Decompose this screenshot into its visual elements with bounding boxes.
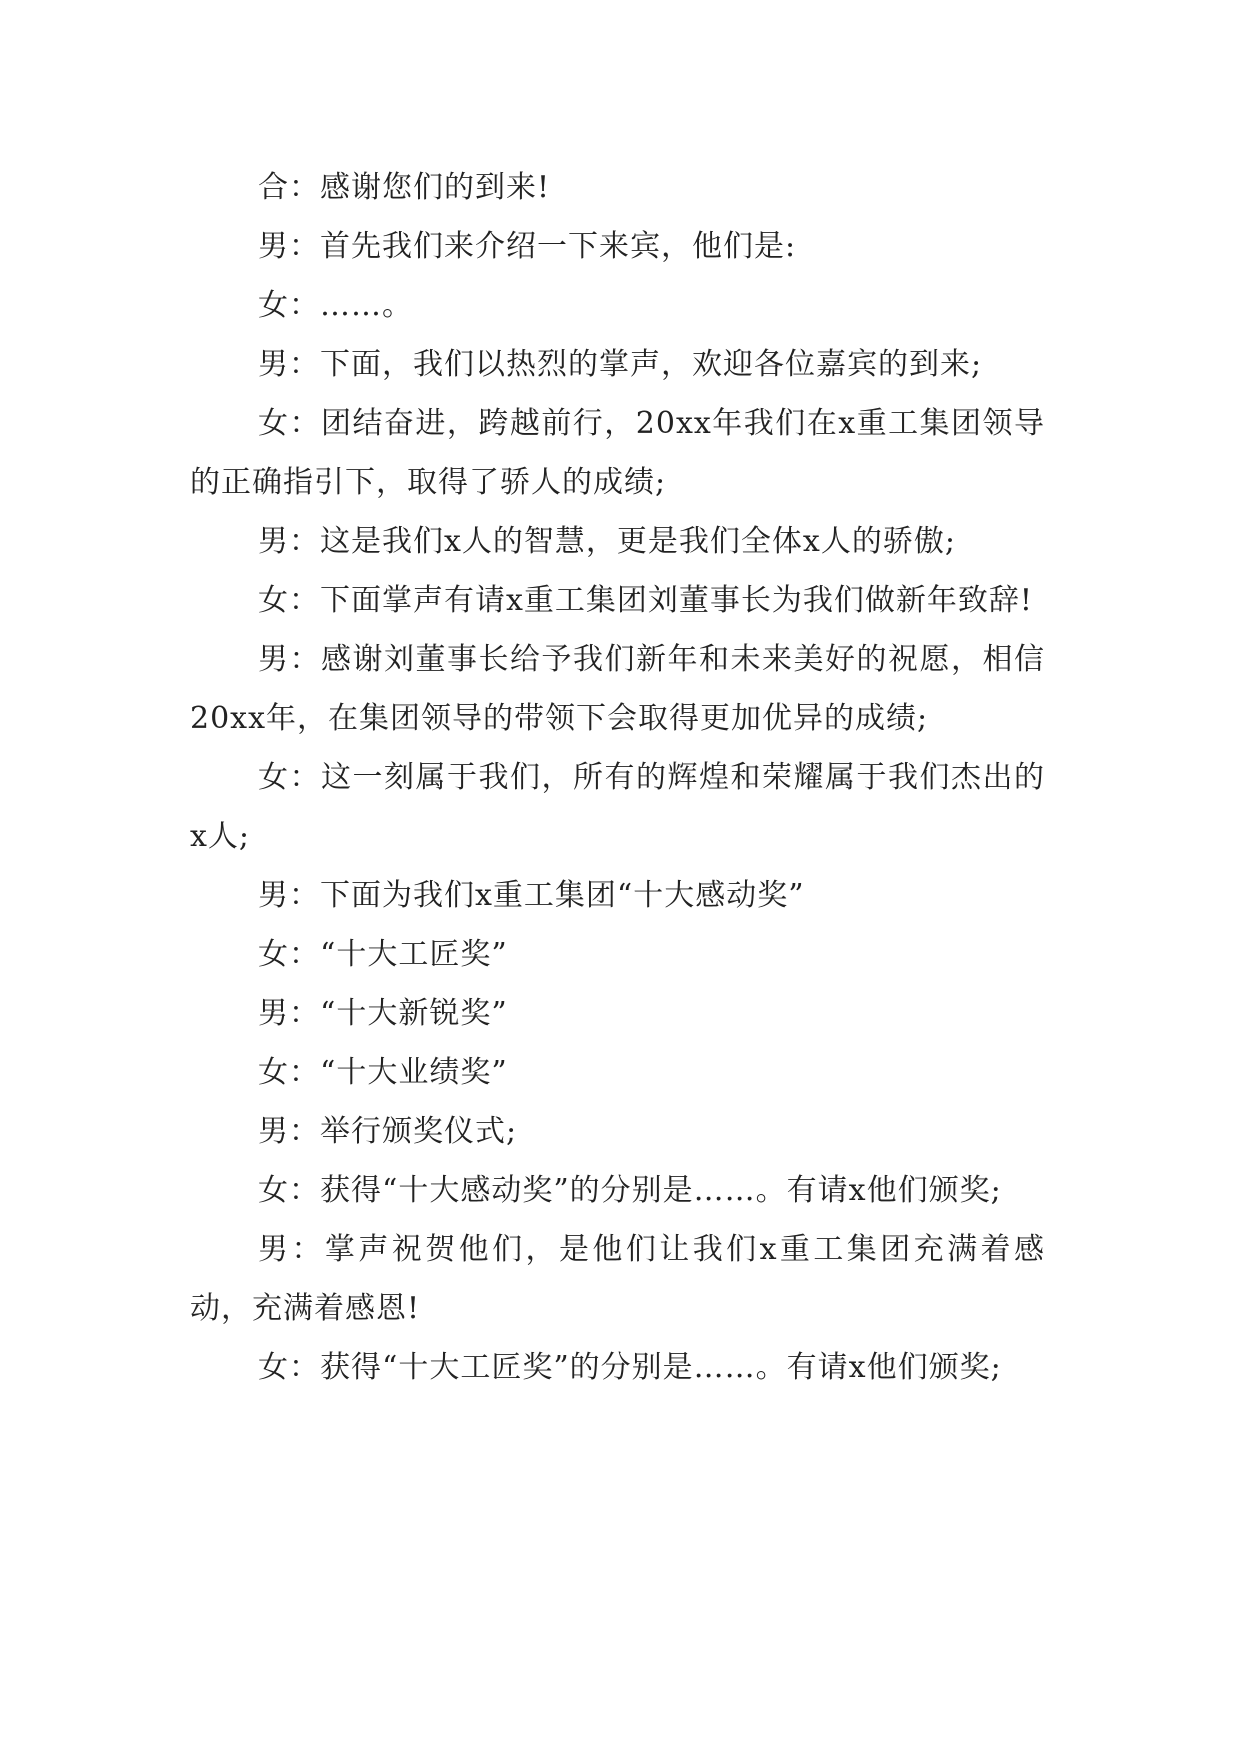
paragraph: 男：下面为我们x重工集团“十大感动奖”	[258, 878, 805, 913]
paragraph: 男：下面，我们以热烈的掌声，欢迎各位嘉宾的到来;	[258, 347, 983, 382]
paragraph: 男：首先我们来介绍一下来宾，他们是:	[258, 229, 797, 264]
paragraph: 男：举行颁奖仪式;	[258, 1114, 518, 1149]
paragraph: 女：团结奋进，跨越前行，20xx年我们在x重工集团领导的正确指引下，取得了骄人的成绩;	[190, 406, 1045, 500]
paragraph: 合：感谢您们的到来!	[258, 170, 551, 205]
paragraph: 女：获得“十大感动奖”的分别是……。有请x他们颁奖;	[258, 1173, 1002, 1208]
paragraph: 男：掌声祝贺他们，是他们让我们x重工集团充满着感动，充满着感恩!	[190, 1232, 1045, 1326]
paragraph: 女：这一刻属于我们，所有的辉煌和荣耀属于我们杰出的x人;	[190, 760, 1045, 854]
paragraph: 女：下面掌声有请x重工集团刘董事长为我们做新年致辞!	[258, 583, 1033, 618]
paragraph: 男：感谢刘董事长给予我们新年和未来美好的祝愿，相信20xx年，在集团领导的带领下会取得更加优异的成绩;	[190, 642, 1045, 736]
paragraph: 女：获得“十大工匠奖”的分别是……。有请x他们颁奖;	[258, 1350, 1002, 1385]
paragraph: 女：“十大工匠奖”	[258, 937, 508, 972]
document-body	[190, 158, 1045, 1397]
paragraph: 女：“十大业绩奖”	[258, 1055, 508, 1090]
paragraph: 女：……。	[258, 288, 413, 323]
paragraph: 男：这是我们x人的智慧，更是我们全体x人的骄傲;	[258, 524, 956, 559]
paragraph: 男：“十大新锐奖”	[258, 996, 508, 1031]
